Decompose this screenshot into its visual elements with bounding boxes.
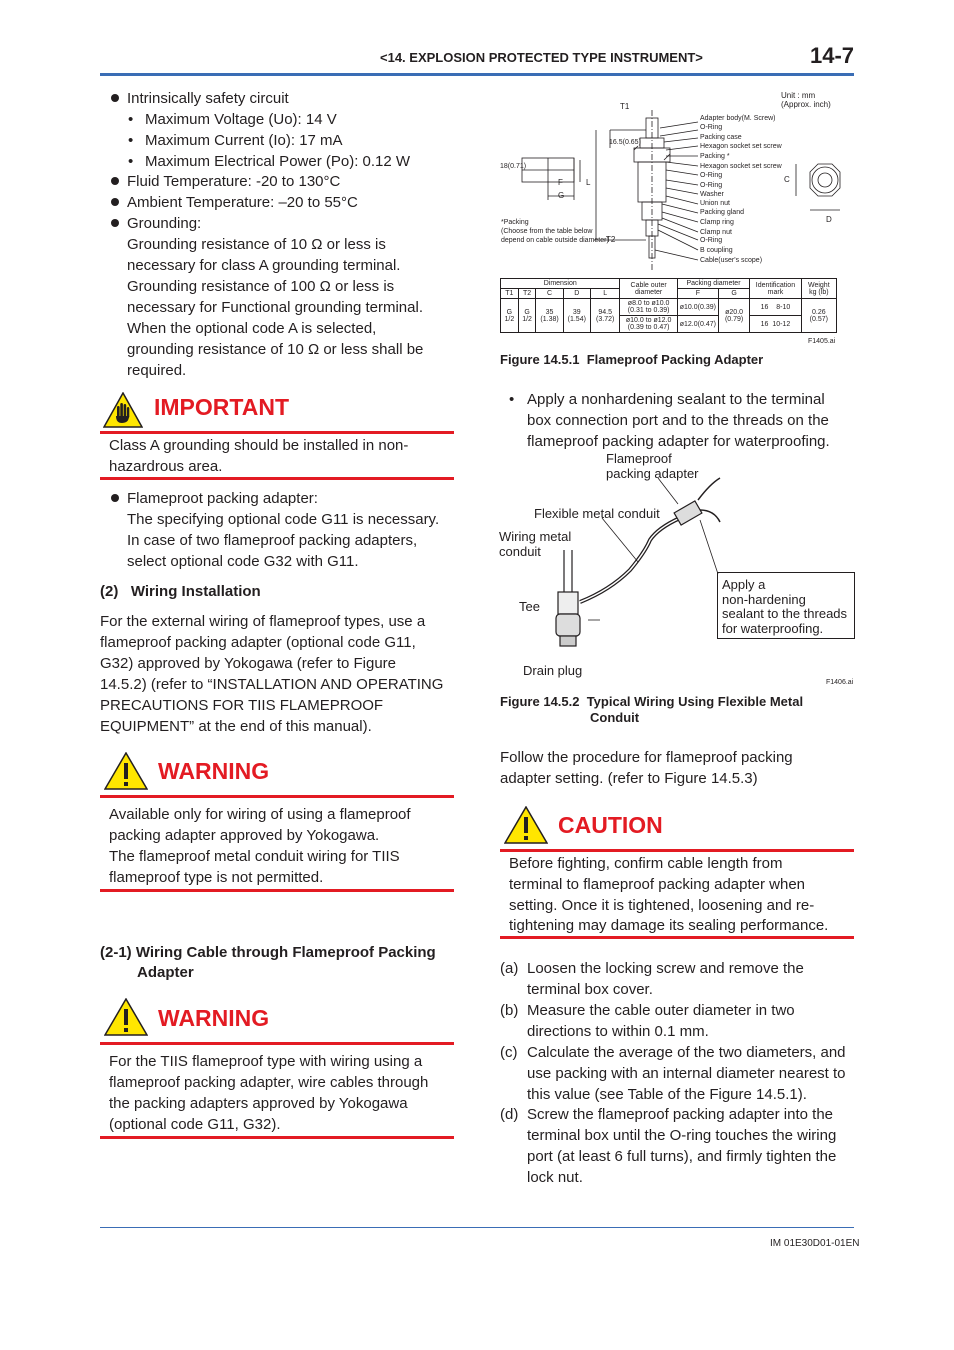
warning-title: WARNING bbox=[158, 1005, 270, 1031]
bullet-dot bbox=[111, 94, 119, 102]
part-label: Clamp nut bbox=[700, 229, 732, 236]
caution-text: terminal to flameproof packing adapter when bbox=[509, 876, 806, 893]
important-text: Class A grounding should be installed in non- bbox=[109, 437, 409, 454]
label-f: F bbox=[558, 178, 563, 187]
part-label: Packing gland bbox=[700, 209, 744, 216]
sealant-note-text: non-hardening bbox=[722, 592, 806, 607]
grounding-line: Grounding resistance of 10 Ω or less is bbox=[127, 236, 386, 253]
warning-text: For the TIIS flameproof type with wiring using a bbox=[109, 1053, 423, 1070]
grounding-line: necessary for Functional grounding terminal. bbox=[127, 299, 423, 316]
table-cell: ø10.0(0.39) bbox=[677, 299, 718, 316]
sub-bullet: • bbox=[128, 132, 134, 149]
step-text: use packing with an internal diameter nearest to bbox=[527, 1065, 846, 1082]
label-t1: T1 bbox=[620, 102, 630, 111]
subsection-heading-cont: Adapter bbox=[137, 964, 194, 981]
table-cell: 39 (1.54) bbox=[563, 299, 590, 333]
grounding-line: When the optional code A is selected, bbox=[127, 320, 377, 337]
grounding-line: necessary for class A grounding terminal. bbox=[127, 257, 401, 274]
step-text: this value (see Table of the Figure 14.5.1). bbox=[527, 1086, 807, 1103]
label-l: L bbox=[586, 178, 591, 187]
table-col-header: C bbox=[536, 289, 563, 299]
important-title: IMPORTANT bbox=[154, 394, 290, 420]
dim-16-5: 16.5(0.65) bbox=[609, 139, 641, 146]
part-label: Packing * bbox=[700, 153, 730, 160]
label-flameproof-adapter: Flameproof bbox=[606, 451, 672, 466]
section-title: <14. EXPLOSION PROTECTED TYPE INSTRUMENT> bbox=[380, 50, 703, 65]
part-label: O-Ring bbox=[700, 124, 723, 131]
bullet-dot bbox=[111, 494, 119, 502]
caution-text: Before fighting, confirm cable length from bbox=[509, 855, 783, 872]
sub-bullet: • bbox=[128, 153, 134, 170]
wiring-line: EQUIPMENT” at the end of this manual). bbox=[100, 718, 372, 735]
step-text: Measure the cable outer diameter in two bbox=[527, 1002, 795, 1019]
table-col-header: D bbox=[563, 289, 590, 299]
dim-18: 18(0.71) bbox=[500, 163, 527, 170]
step-text: Calculate the average of the two diameters, and bbox=[527, 1044, 846, 1061]
max-power: Maximum Electrical Power (Po): 0.12 W bbox=[145, 153, 411, 170]
bullet-dot bbox=[111, 219, 119, 227]
important-bottom-rule bbox=[100, 477, 454, 480]
table-cell: ø12.0(0.47) bbox=[677, 316, 718, 333]
wiring-drawing bbox=[540, 470, 730, 670]
warning-title: WARNING bbox=[158, 758, 270, 784]
table-header: Weight kg (lb) bbox=[801, 279, 836, 299]
unit-label: Unit : mm bbox=[781, 91, 816, 100]
warning-top-rule bbox=[100, 1042, 454, 1045]
flameproof-line: The specifying optional code G11 is necessary. bbox=[127, 511, 440, 528]
grounding-label: Grounding: bbox=[127, 215, 202, 232]
table-cell: 35 (1.38) bbox=[536, 299, 563, 333]
warning-triangle-icon bbox=[104, 752, 148, 790]
step-label: (b) bbox=[500, 1002, 519, 1019]
label-flameproof-adapter: packing adapter bbox=[606, 466, 699, 481]
sealant-note-text: sealant to the threads bbox=[722, 606, 848, 621]
table-col-header: T2 bbox=[518, 289, 536, 299]
caution-text: setting. Once it is tightened, loosening and re- bbox=[509, 897, 815, 914]
caution-bottom-rule bbox=[500, 936, 854, 939]
warning-bottom-rule bbox=[100, 1136, 454, 1139]
wiring-line: flameproof packing adapter (optional code G11, bbox=[100, 634, 416, 651]
label-g: G bbox=[558, 191, 565, 200]
table-cell: 16 10-12 bbox=[750, 316, 801, 333]
warning-text: flameproof packing adapter, wire cables through bbox=[109, 1074, 429, 1091]
warning-text: Available only for wiring of using a flameproof bbox=[109, 806, 411, 823]
flameproof-line: In case of two flameproof packing adapters, bbox=[127, 532, 418, 549]
flameproof-bullet: Flameproot packing adapter: bbox=[127, 490, 318, 507]
step-label: (c) bbox=[500, 1044, 518, 1061]
sub-bullet: • bbox=[128, 111, 134, 128]
unit-label: (Approx. inch) bbox=[781, 100, 831, 109]
wiring-line: 14.5.2) (refer to “INSTALLATION AND OPERATING bbox=[100, 676, 444, 693]
step-text: terminal box cover. bbox=[527, 981, 653, 998]
sub-bullet: • bbox=[509, 391, 515, 408]
follow-line: Follow the procedure for flameproof packing bbox=[500, 749, 793, 766]
flameproof-line: select optional code G32 with G11. bbox=[127, 553, 359, 570]
warning-text: the packing adapters approved by Yokogawa bbox=[109, 1095, 408, 1112]
table-col-header: T1 bbox=[501, 289, 519, 299]
warning-top-rule bbox=[100, 795, 454, 798]
dimension-table bbox=[500, 278, 837, 333]
max-voltage: Maximum Voltage (Uo): 14 V bbox=[145, 111, 337, 128]
part-label: Hexagon socket set screw bbox=[700, 163, 782, 170]
hand-warning-icon bbox=[103, 392, 143, 428]
bullet-dot bbox=[111, 198, 119, 206]
label-wiring-conduit: conduit bbox=[499, 544, 541, 559]
sealant-note-text: Apply a bbox=[722, 577, 766, 592]
label-t2: T2 bbox=[606, 235, 616, 244]
ambient-temp: Ambient Temperature: –20 to 55°C bbox=[127, 194, 358, 211]
wiring-line: For the external wiring of flameproof types, use a bbox=[100, 613, 426, 630]
packing-note: (Choose from the table below bbox=[501, 228, 593, 235]
important-top-rule bbox=[100, 431, 454, 434]
sealant-line: box connection port and to the threads on the bbox=[527, 412, 829, 429]
wiring-heading: (2) Wiring Installation bbox=[100, 583, 261, 600]
table-col-header: G bbox=[718, 289, 749, 299]
part-label: Clamp ring bbox=[700, 219, 734, 226]
grounding-line: grounding resistance of 10 Ω or less shall be bbox=[127, 341, 424, 358]
caution-top-rule bbox=[500, 849, 854, 852]
table-cell: 94.5 (3.72) bbox=[590, 299, 620, 333]
part-label: Packing case bbox=[700, 134, 742, 141]
grounding-line: required. bbox=[127, 362, 187, 379]
caution-title: CAUTION bbox=[558, 812, 663, 838]
part-label: O-Ring bbox=[700, 182, 723, 189]
part-label: Union nut bbox=[700, 200, 730, 207]
part-label: Washer bbox=[700, 191, 724, 198]
part-label: B coupling bbox=[700, 247, 733, 254]
figure-caption: Figure 14.5.2 Typical Wiring Using Flexible Metal bbox=[500, 694, 804, 709]
grounding-line: Grounding resistance of 100 Ω or less is bbox=[127, 278, 395, 295]
follow-line: adapter setting. (refer to Figure 14.5.3) bbox=[500, 770, 758, 787]
figure-file-id: F1406.ai bbox=[826, 679, 854, 686]
intrinsic-label: Intrinsically safety circuit bbox=[127, 90, 289, 107]
part-label: O-Ring bbox=[700, 237, 723, 244]
adapter-drawing bbox=[500, 100, 860, 272]
figure-file-id: F1405.ai bbox=[808, 338, 836, 345]
document-id: IM 01E30D01-01EN bbox=[770, 1238, 860, 1249]
warning-text: (optional code G11, G32). bbox=[109, 1116, 281, 1133]
warning-text: flameproof type is not permitted. bbox=[109, 869, 324, 886]
table-header: Dimension bbox=[501, 279, 620, 289]
part-label: Cable(user's scope) bbox=[700, 257, 763, 264]
part-label: Hexagon socket set screw bbox=[700, 143, 782, 150]
figure-caption-cont: Conduit bbox=[590, 710, 640, 725]
caution-triangle-icon bbox=[504, 806, 548, 844]
warning-text: The flameproof metal conduit wiring for TIIS bbox=[109, 848, 400, 865]
warning-text: packing adapter approved by Yokogawa. bbox=[109, 827, 380, 844]
page-number: 14-7 bbox=[810, 43, 855, 68]
label-d: D bbox=[826, 215, 832, 224]
step-text: Loosen the locking screw and remove the bbox=[527, 960, 804, 977]
fluid-temp: Fluid Temperature: -20 to 130°C bbox=[127, 173, 341, 190]
table-cell: G 1/2 bbox=[518, 299, 536, 333]
sealant-line: flameproof packing adapter for waterproofing. bbox=[527, 433, 830, 450]
table-col-header: F bbox=[677, 289, 718, 299]
step-text: Screw the flameproof packing adapter into the bbox=[527, 1106, 834, 1123]
table-col-header: L bbox=[590, 289, 620, 299]
packing-note: depend on cable outside diameter) bbox=[501, 237, 609, 244]
footer-rule bbox=[100, 1227, 854, 1228]
step-label: (a) bbox=[500, 960, 519, 977]
label-wiring-conduit: Wiring metal bbox=[499, 529, 572, 544]
table-header: Packing diameter bbox=[677, 279, 750, 289]
figure-caption: Figure 14.5.1 Flameproof Packing Adapter bbox=[500, 352, 764, 367]
warning-bottom-rule bbox=[100, 889, 454, 892]
subsection-heading: (2-1) Wiring Cable through Flameproof Packing bbox=[100, 944, 436, 961]
part-label: O-Ring bbox=[700, 172, 723, 179]
packing-note: *Packing bbox=[501, 219, 529, 226]
wiring-line: G32) approved by Yokogawa (refer to Figure bbox=[100, 655, 397, 672]
sealant-line: Apply a nonhardening sealant to the terminal bbox=[527, 391, 825, 408]
wiring-line: PRECAUTIONS FOR TIIS FLAMEPROOF bbox=[100, 697, 384, 714]
sealant-note-text: for waterproofing. bbox=[722, 621, 824, 636]
table-cell: 16 8-10 bbox=[750, 299, 801, 316]
step-text: lock nut. bbox=[527, 1169, 583, 1186]
label-drain-plug: Drain plug bbox=[523, 663, 583, 678]
step-text: directions to within 0.1 mm. bbox=[527, 1023, 709, 1040]
warning-triangle-icon bbox=[104, 998, 148, 1036]
table-cell: 0.26 (0.57) bbox=[801, 299, 836, 333]
part-label: Adapter body(M. Screw) bbox=[700, 115, 776, 122]
table-header: Identification mark bbox=[750, 279, 801, 299]
caution-text: tightening may damage its sealing performance. bbox=[509, 917, 829, 934]
max-current: Maximum Current (Io): 17 mA bbox=[145, 132, 343, 149]
label-c: C bbox=[784, 175, 790, 184]
table-cell: ø10.0 to ø12.0 (0.39 to 0.47) bbox=[620, 316, 677, 333]
label-flexible-conduit: Flexible metal conduit bbox=[534, 506, 660, 521]
table-cell: ø20.0 (0.79) bbox=[718, 299, 749, 333]
label-tee: Tee bbox=[519, 599, 540, 614]
table-header: Cable outer diameter bbox=[620, 279, 677, 299]
step-text: port (at least 6 full turns), and firmly tighten the bbox=[527, 1148, 837, 1165]
bullet-dot bbox=[111, 177, 119, 185]
table-cell: G 1/2 bbox=[501, 299, 519, 333]
table-cell: ø8.0 to ø10.0 (0.31 to 0.39) bbox=[620, 299, 677, 316]
step-label: (d) bbox=[500, 1106, 519, 1123]
important-text: hazardrous area. bbox=[109, 458, 223, 475]
header-rule bbox=[100, 73, 854, 76]
step-text: terminal box until the O-ring touches the wiring bbox=[527, 1127, 837, 1144]
